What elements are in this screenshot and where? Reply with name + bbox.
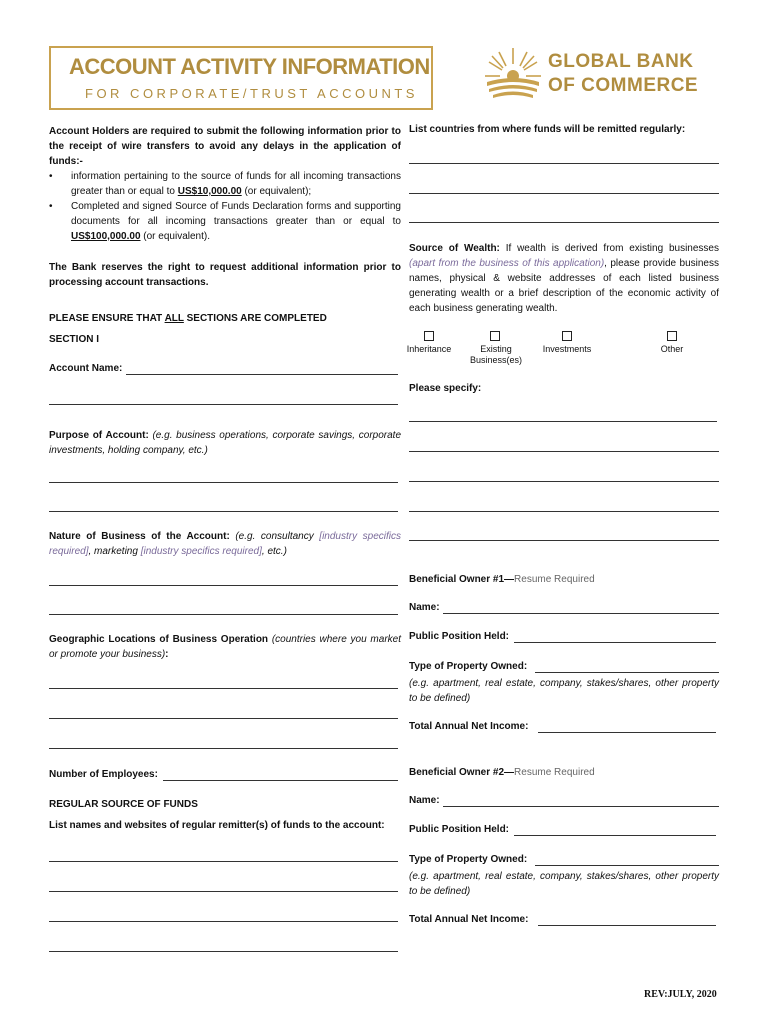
remitters-label: List names and websites of regular remitter(s) of funds to the account: <box>49 820 385 831</box>
page-subtitle: FOR CORPORATE/TRUST ACCOUNTS <box>85 86 418 101</box>
bank-logo-icon <box>483 46 543 104</box>
nature-hint-3: , etc.) <box>261 546 287 557</box>
page-title: ACCOUNT ACTIVITY INFORMATION <box>69 54 430 79</box>
geo-field-2[interactable] <box>49 718 398 719</box>
option-inheritance: Inheritance <box>406 344 452 354</box>
geo-field-1[interactable] <box>49 688 398 689</box>
purpose-hint: (e.g. business operations, corporate savings, corporate investments, holding company, etc.) <box>49 430 402 456</box>
bo2-property-hint: (e.g. apartment, real estate, company, stakes/shares, other property to be defined) <box>409 871 719 897</box>
bullet-2-text: Completed and signed Source of Funds Declaration forms and supporting documents for all incoming transactions greater than or equal to <box>71 201 401 227</box>
geo-field-3[interactable] <box>49 748 398 749</box>
countries-field-3[interactable] <box>409 222 719 223</box>
nature-field-1[interactable] <box>49 585 398 586</box>
bo2-requirement: Resume Required <box>514 767 595 778</box>
bo1-property-hint: (e.g. apartment, real estate, company, stakes/shares, other property to be defined) <box>409 678 719 704</box>
bo1-income-field[interactable] <box>538 732 716 733</box>
remitters-field-3[interactable] <box>49 921 398 922</box>
please-specify-label: Please specify: <box>409 383 482 394</box>
purpose-label: Purpose of Account: <box>49 430 149 441</box>
specify-field-2[interactable] <box>409 451 719 452</box>
nature-bracket-2: [industry specifics required] <box>140 546 262 557</box>
inheritance-checkbox[interactable] <box>424 331 434 341</box>
bullet-1-post: (or equivalent); <box>241 186 312 197</box>
logo-line2: OF COMMERCE <box>548 75 699 96</box>
option-existing-business: Existing Business(es) <box>469 344 523 365</box>
countries-field-2[interactable] <box>409 193 719 194</box>
remitters-field-2[interactable] <box>49 891 398 892</box>
nature-label: Nature of Business of the Account: <box>49 531 230 542</box>
purpose-text <box>49 428 401 458</box>
nature-hint-2: , marketing <box>88 546 141 557</box>
countries-field-1[interactable] <box>409 163 719 164</box>
option-other: Other <box>660 344 684 354</box>
employees-label: Number of Employees: <box>49 769 158 780</box>
option-investments: Investments <box>542 344 592 354</box>
geo-text <box>49 632 401 662</box>
remitters-field-4[interactable] <box>49 951 398 952</box>
employees-field[interactable] <box>163 780 398 781</box>
ensure-pre: PLEASE ENSURE THAT <box>49 313 165 324</box>
bullet-2-amount: US$100,000.00 <box>71 231 141 242</box>
bo2-name-field[interactable] <box>443 806 719 807</box>
remitters-field-1[interactable] <box>49 861 398 862</box>
bo2-name-label: Name: <box>409 795 440 806</box>
bo2-income-field[interactable] <box>538 925 716 926</box>
section-title: SECTION I <box>49 334 100 345</box>
bullet-2: • Completed and signed Source of Funds Declaration forms and supporting documents for all incoming transactions greater than or equal to US$100,000.00 (or equivalent). <box>49 201 401 242</box>
other-checkbox[interactable] <box>667 331 677 341</box>
bo2-property-field[interactable] <box>535 865 719 866</box>
nature-bracket-1: [industry specifics required] <box>49 531 401 557</box>
purpose-field-2[interactable] <box>49 511 398 512</box>
geo-label: Geographic Locations of Business Operation <box>49 634 269 645</box>
nature-text <box>49 529 401 559</box>
bo1-name-label: Name: <box>409 602 440 613</box>
existing-business-checkbox[interactable] <box>490 331 500 341</box>
wealth-text <box>409 241 719 316</box>
bo2-position-label: Public Position Held: <box>409 824 510 835</box>
specify-field-1[interactable] <box>409 421 717 422</box>
specify-field-4[interactable] <box>409 511 719 512</box>
intro-text: Account Holders are required to submit the following information prior to the receipt of wire transfers to avoid any delays in the application of funds:- <box>49 126 401 167</box>
countries-label: List countries from where funds will be remitted regularly: <box>409 124 686 135</box>
specify-field-5[interactable] <box>409 540 719 541</box>
nature-hint-1: (e.g. consultancy <box>235 531 320 542</box>
ensure-text <box>49 311 327 326</box>
nature-field-2[interactable] <box>49 614 398 615</box>
title-box <box>49 46 433 110</box>
bullet-2-post: (or equivalent). <box>140 231 210 242</box>
bo1-property-label: Type of Property Owned: <box>409 661 528 672</box>
bullet-1-text: information pertaining to the source of funds for all incoming transactions greater than or equal to <box>71 171 401 197</box>
bo2-title-text: Beneficial Owner #2— <box>409 767 515 778</box>
geo-hint: (countries where you market or promote your business) <box>49 634 401 660</box>
account-name-field-2[interactable] <box>49 404 398 405</box>
geo-colon: : <box>165 649 169 660</box>
wealth-text-1: If wealth is derived from existing businesses <box>499 243 719 254</box>
bo2-income-label: Total Annual Net Income: <box>409 914 529 925</box>
bo1-position-field[interactable] <box>514 642 716 643</box>
purpose-field-1[interactable] <box>49 482 398 483</box>
bo2-position-field[interactable] <box>514 835 716 836</box>
account-name-label: Account Name: <box>49 363 123 374</box>
bo2-title <box>409 765 595 780</box>
revision-label: REV:JULY, 2020 <box>644 989 717 1000</box>
reserve-text: The Bank reserves the right to request additional information prior to processing account transactions. <box>49 262 401 288</box>
bullet-1-amount: US$10,000.00 <box>177 186 242 197</box>
ensure-post: SECTIONS ARE COMPLETED <box>183 313 327 324</box>
regular-source-title: REGULAR SOURCE OF FUNDS <box>49 799 198 810</box>
bo1-property-field[interactable] <box>535 672 719 673</box>
ensure-all: ALL <box>164 313 184 324</box>
bo1-title <box>409 572 595 587</box>
bo1-title-text: Beneficial Owner #1— <box>409 574 515 585</box>
bo1-name-field[interactable] <box>443 613 719 614</box>
wealth-text-2: , please provide business names, physical & website addresses of each listed business generating wealth or a brief description of the economic activity of each business generating wealth. <box>409 258 719 314</box>
wealth-label: Source of Wealth: <box>409 243 500 254</box>
specify-field-3[interactable] <box>409 481 719 482</box>
bo1-income-label: Total Annual Net Income: <box>409 721 529 732</box>
investments-checkbox[interactable] <box>562 331 572 341</box>
bo1-position-label: Public Position Held: <box>409 631 510 642</box>
logo-line1: GLOBAL BANK <box>548 51 694 72</box>
bo1-requirement: Resume Required <box>514 574 595 585</box>
bullet-1: • information pertaining to the source of funds for all incoming transactions greater than or equal to US$10,000.00 (or equivalent); <box>49 171 401 197</box>
account-name-field[interactable] <box>126 374 398 375</box>
bo2-property-label: Type of Property Owned: <box>409 854 528 865</box>
wealth-hint: (apart from the business of this application) <box>409 258 605 269</box>
